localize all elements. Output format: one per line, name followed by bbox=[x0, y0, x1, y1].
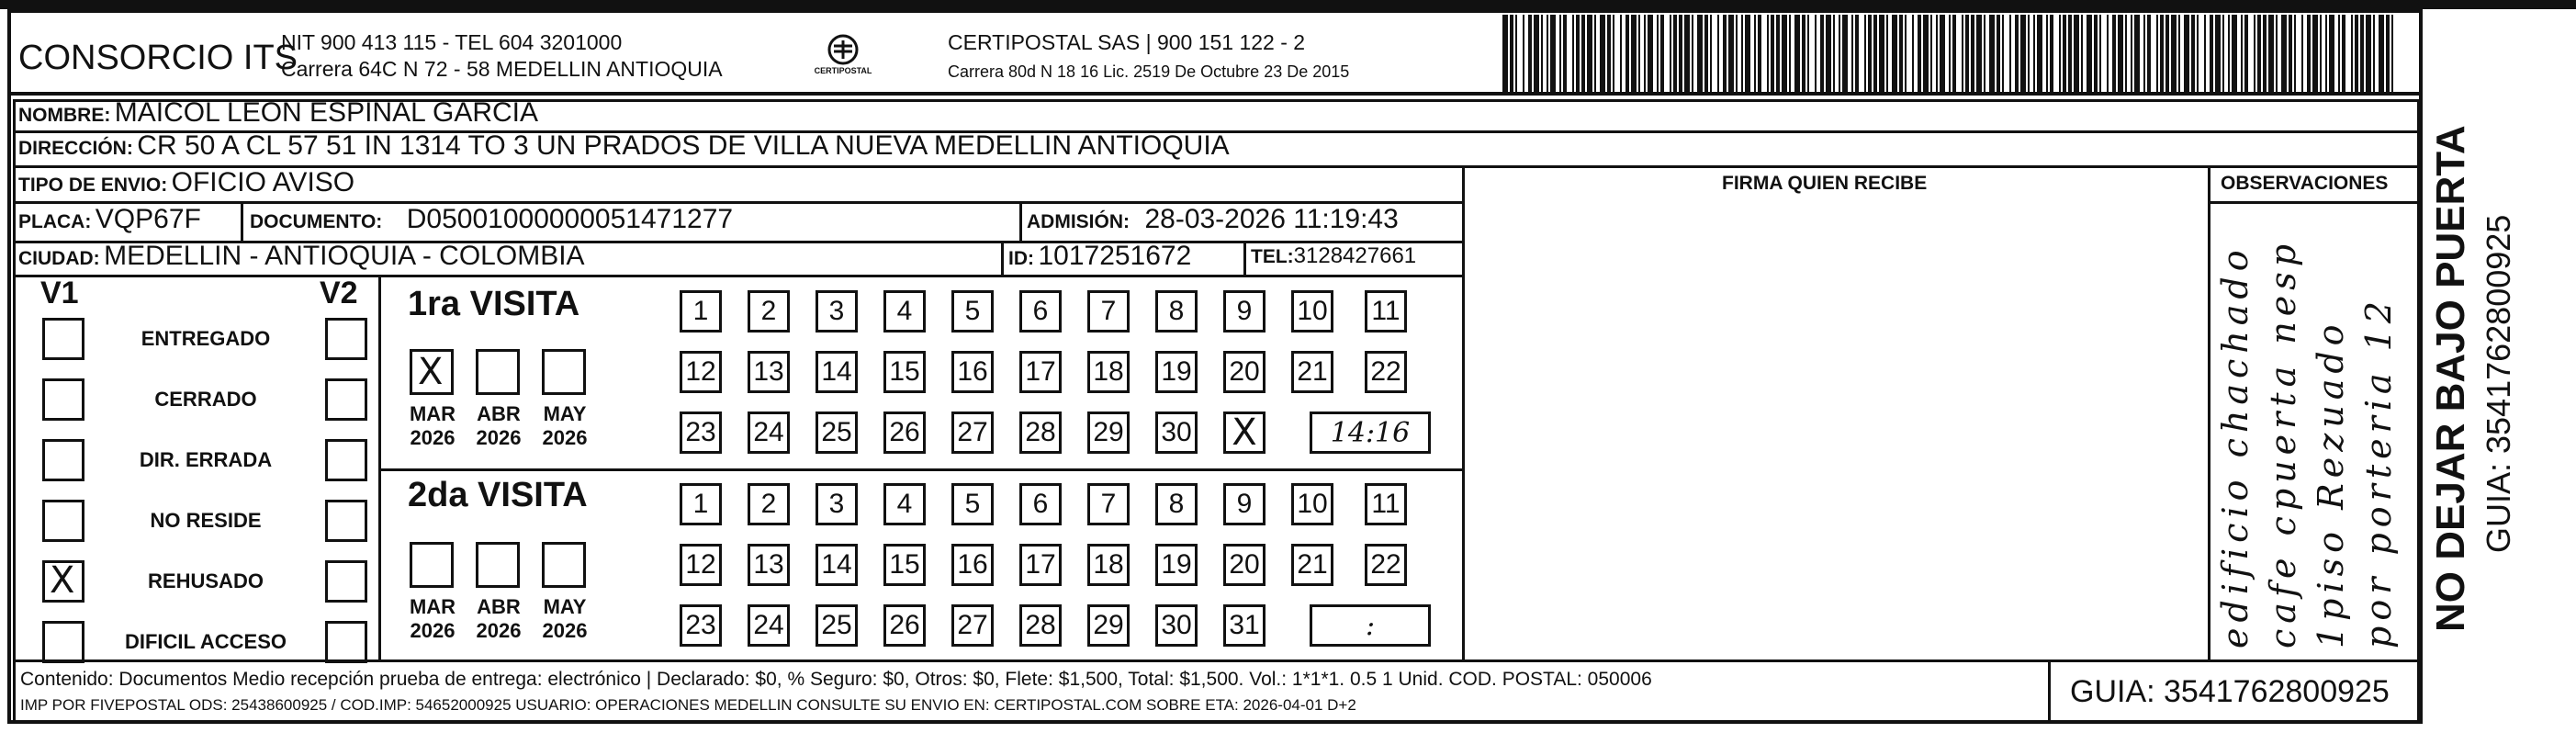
visit2-day-box[interactable] bbox=[1223, 544, 1266, 586]
day-number: 3 bbox=[828, 296, 845, 326]
visit1-day-box[interactable] bbox=[1019, 290, 1062, 333]
v2-label: V2 bbox=[320, 276, 358, 310]
name-label: NOMBRE: bbox=[18, 105, 111, 126]
visit2-day-box[interactable] bbox=[748, 604, 790, 647]
x-mark: X bbox=[418, 351, 444, 393]
logo-text: CERTIPOSTAL bbox=[814, 66, 872, 75]
plate-value: VQP67F bbox=[95, 204, 201, 234]
day-number: 4 bbox=[896, 296, 913, 326]
obs-line: por porteria 12 bbox=[2358, 296, 2399, 648]
x-mark: X bbox=[50, 559, 75, 602]
day-number: 27 bbox=[957, 417, 988, 447]
tel-label: TEL: bbox=[1251, 246, 1294, 267]
visit2-day-box[interactable] bbox=[1155, 604, 1198, 647]
day-number: 30 bbox=[1161, 417, 1192, 447]
visit2-day-box[interactable] bbox=[816, 483, 858, 525]
visit1-month-checkbox[interactable] bbox=[476, 349, 520, 395]
rule bbox=[7, 92, 2423, 96]
visit2-day-box[interactable] bbox=[1087, 544, 1130, 586]
visit2-day-box[interactable] bbox=[816, 544, 858, 586]
day-number: 21 bbox=[1297, 356, 1328, 387]
visit1-day-box[interactable] bbox=[1087, 351, 1130, 393]
v2-checkbox[interactable] bbox=[325, 560, 367, 603]
month-name: MAY bbox=[543, 595, 587, 618]
tel-row bbox=[1251, 243, 1416, 269]
day-number: 22 bbox=[1370, 356, 1401, 387]
visit1-day-box[interactable] bbox=[951, 351, 994, 393]
day-number: 5 bbox=[964, 489, 981, 519]
day-number: 28 bbox=[1025, 417, 1056, 447]
visit2-month-checkbox[interactable] bbox=[410, 542, 454, 588]
status-label: REHUSADO bbox=[148, 569, 264, 592]
visit1-day-box[interactable] bbox=[883, 290, 926, 333]
day-number: 21 bbox=[1297, 549, 1328, 580]
visit2-month-label bbox=[533, 595, 597, 643]
plate-label: PLACA: bbox=[18, 211, 92, 232]
visit1-day-box[interactable] bbox=[1365, 351, 1407, 393]
rule bbox=[1243, 241, 1246, 275]
status-label: CERRADO bbox=[154, 388, 257, 411]
signature-label: FIRMA QUIEN RECIBE bbox=[1722, 173, 1928, 194]
visit2-day-box[interactable] bbox=[1155, 483, 1198, 525]
visit2-day-box[interactable] bbox=[1019, 604, 1062, 647]
day-number: 26 bbox=[889, 417, 920, 447]
day-number: 15 bbox=[889, 549, 920, 580]
city-value: MEDELLIN - ANTIOQUIA - COLOMBIA bbox=[104, 241, 585, 271]
visit1-day-box[interactable] bbox=[1223, 351, 1266, 393]
day-number: 17 bbox=[1025, 356, 1056, 387]
side-warning: NO DEJAR BAJO PUERTA bbox=[2428, 125, 2473, 632]
v1-checkbox[interactable] bbox=[42, 621, 84, 663]
month-year: 2026 bbox=[476, 619, 522, 642]
v1-label: V1 bbox=[40, 276, 79, 310]
visit1-day-box[interactable] bbox=[883, 411, 926, 454]
day-number: 28 bbox=[1025, 610, 1056, 640]
visit2-month-label bbox=[400, 595, 465, 643]
rule bbox=[1019, 201, 1022, 241]
visit2-day-box[interactable] bbox=[1223, 604, 1266, 647]
day-number: 6 bbox=[1032, 489, 1049, 519]
visit2-day-box[interactable] bbox=[748, 544, 790, 586]
city-label: CIUDAD: bbox=[18, 248, 100, 269]
visit1-day-box[interactable] bbox=[1291, 290, 1333, 333]
month-name: MAR bbox=[409, 402, 456, 425]
visit1-month-checkbox[interactable] bbox=[542, 349, 586, 395]
day-number: 9 bbox=[1236, 296, 1253, 326]
status-label: DIR. ERRADA bbox=[139, 448, 273, 471]
barcode-bar bbox=[2391, 15, 2393, 92]
month-year: 2026 bbox=[410, 426, 456, 449]
day-number: 17 bbox=[1025, 549, 1056, 580]
day-number: 20 bbox=[1229, 549, 1260, 580]
visit1-day-box[interactable] bbox=[1019, 411, 1062, 454]
day-number: 14 bbox=[821, 549, 852, 580]
day-number: 10 bbox=[1297, 296, 1328, 326]
day-number: 4 bbox=[896, 489, 913, 519]
visit1-day-box[interactable] bbox=[1087, 411, 1130, 454]
day-number: 3 bbox=[828, 489, 845, 519]
v1-checkbox[interactable] bbox=[42, 560, 84, 603]
certipostal-logo bbox=[806, 31, 880, 86]
side-guia: GUIA: 3541762800925 bbox=[2480, 214, 2517, 553]
status-label: NO RESIDE bbox=[150, 509, 262, 532]
rule bbox=[241, 201, 243, 241]
month-name: ABR bbox=[477, 595, 521, 618]
month-year: 2026 bbox=[410, 619, 456, 642]
day-number: 26 bbox=[889, 610, 920, 640]
visit2-time-box[interactable]: : bbox=[1310, 604, 1431, 647]
visit1-day-box[interactable] bbox=[1155, 411, 1198, 454]
footer-content: Contenido: Documentos Medio recepción prueba de entrega: electrónico | Declarado: $0, % Seguro: $0, Otros: $0, Flete: $1,500, Total: $1,500. Vol.: 1*1*1. 0.5 1 Unid. COD. POSTAL: 050006 bbox=[20, 669, 1652, 690]
day-number: 19 bbox=[1161, 356, 1192, 387]
day-number: 16 bbox=[957, 549, 988, 580]
visit2-day-box[interactable] bbox=[680, 483, 722, 525]
v2-checkbox[interactable] bbox=[325, 621, 367, 663]
day-number: 30 bbox=[1161, 610, 1192, 640]
city-row bbox=[18, 241, 585, 272]
admission-value: 28-03-2026 11:19:43 bbox=[1144, 204, 1399, 234]
day-number: 13 bbox=[753, 356, 784, 387]
visit2-title: 2da VISITA bbox=[408, 476, 588, 514]
day-number: 25 bbox=[821, 417, 852, 447]
day-number: 25 bbox=[821, 610, 852, 640]
day-number: 24 bbox=[753, 417, 784, 447]
status-label: ENTREGADO bbox=[141, 327, 271, 350]
visit2-day-box[interactable] bbox=[816, 604, 858, 647]
day-number: 14 bbox=[821, 356, 852, 387]
v2-checkbox[interactable] bbox=[325, 439, 367, 481]
admission-label: ADMISIÓN: bbox=[1027, 211, 1130, 232]
month-name: MAR bbox=[409, 595, 456, 618]
visit2-day-box[interactable] bbox=[1019, 544, 1062, 586]
visit2-month-checkbox[interactable] bbox=[476, 542, 520, 588]
month-name: MAY bbox=[543, 402, 587, 425]
rule bbox=[13, 659, 2419, 662]
document-value: D05001000000051471277 bbox=[406, 204, 734, 234]
rule bbox=[13, 99, 16, 724]
day-number: 2 bbox=[760, 489, 777, 519]
visit1-day-box[interactable] bbox=[1155, 351, 1198, 393]
visit2-day-box[interactable] bbox=[1087, 604, 1130, 647]
visit2-day-box[interactable] bbox=[748, 483, 790, 525]
visit1-day-box[interactable] bbox=[1223, 411, 1266, 454]
day-number: 29 bbox=[1093, 610, 1124, 640]
visit2-day-box[interactable] bbox=[1223, 483, 1266, 525]
visit2-day-box[interactable] bbox=[951, 483, 994, 525]
rule bbox=[2048, 659, 2051, 724]
visit2-day-box[interactable] bbox=[951, 604, 994, 647]
visit2-day-box[interactable] bbox=[680, 544, 722, 586]
visit2-day-box[interactable] bbox=[1291, 544, 1333, 586]
footer-guia: GUIA: 3541762800925 bbox=[2070, 674, 2390, 709]
rule bbox=[378, 468, 1464, 471]
visit1-day-box[interactable] bbox=[680, 411, 722, 454]
visit2-day-box[interactable] bbox=[883, 544, 926, 586]
day-number: X bbox=[1232, 411, 1257, 454]
rule bbox=[13, 275, 1464, 277]
month-year: 2026 bbox=[476, 426, 522, 449]
visit1-day-box[interactable] bbox=[816, 351, 858, 393]
day-number: 6 bbox=[1032, 296, 1049, 326]
day-number: 7 bbox=[1100, 296, 1117, 326]
id-value: 1017251672 bbox=[1038, 241, 1192, 271]
day-number: 23 bbox=[685, 610, 716, 640]
day-number: 8 bbox=[1168, 489, 1185, 519]
certipostal-info: CERTIPOSTAL SAS | 900 151 122 - 2 bbox=[948, 30, 1306, 54]
day-number: 16 bbox=[957, 356, 988, 387]
obs-line: cafe cpuerta nesp bbox=[2263, 238, 2303, 648]
day-number: 27 bbox=[957, 610, 988, 640]
company-address: Carrera 64C N 72 - 58 MEDELLIN ANTIOQUIA bbox=[281, 57, 723, 81]
visit2-day-box[interactable] bbox=[1087, 483, 1130, 525]
visit1-day-box[interactable] bbox=[748, 411, 790, 454]
day-number: 15 bbox=[889, 356, 920, 387]
v1-checkbox[interactable] bbox=[42, 439, 84, 481]
recipient-name: MAICOL LEON ESPINAL GARCIA bbox=[114, 97, 539, 128]
tel-value: 3128427661 bbox=[1293, 243, 1417, 268]
visit2-month-checkbox[interactable] bbox=[542, 542, 586, 588]
visit2-day-box[interactable] bbox=[1291, 483, 1333, 525]
admission-row bbox=[1027, 204, 1399, 235]
day-number: 22 bbox=[1370, 549, 1401, 580]
name-row bbox=[18, 97, 538, 129]
v2-checkbox[interactable] bbox=[325, 500, 367, 542]
visit1-day-box[interactable] bbox=[816, 290, 858, 333]
rule bbox=[378, 275, 381, 659]
visit2-day-box[interactable] bbox=[1365, 483, 1407, 525]
visit2-month-label bbox=[467, 595, 531, 643]
day-number: 9 bbox=[1236, 489, 1253, 519]
day-number: 20 bbox=[1229, 356, 1260, 387]
id-row bbox=[1008, 241, 1191, 272]
document-row bbox=[250, 204, 733, 235]
visit2-day-box[interactable] bbox=[883, 483, 926, 525]
visit2-day-box[interactable] bbox=[1019, 483, 1062, 525]
visit1-day-box[interactable] bbox=[883, 351, 926, 393]
status-label: DIFICIL ACCESO bbox=[124, 630, 287, 653]
day-number: 8 bbox=[1168, 296, 1185, 326]
certipostal-license: Carrera 80d N 18 16 Lic. 2519 De Octubre 23 De 2015 bbox=[948, 62, 1350, 81]
visit1-day-box[interactable] bbox=[1223, 290, 1266, 333]
day-number: 31 bbox=[1229, 610, 1260, 640]
visit1-day-box[interactable] bbox=[680, 290, 722, 333]
observations-handwriting bbox=[2208, 204, 2417, 658]
top-border bbox=[0, 0, 2576, 9]
v1-checkbox[interactable] bbox=[42, 318, 84, 360]
plate-row bbox=[18, 204, 201, 235]
company-name: CONSORCIO ITS bbox=[18, 39, 298, 77]
visit1-month-checkbox[interactable] bbox=[410, 349, 454, 395]
id-label: ID: bbox=[1008, 248, 1034, 269]
visit2-day-box[interactable] bbox=[1365, 544, 1407, 586]
visit2-day-box[interactable] bbox=[1155, 544, 1198, 586]
day-number: 13 bbox=[753, 549, 784, 580]
visit1-day-box[interactable] bbox=[680, 351, 722, 393]
visit1-title: 1ra VISITA bbox=[408, 285, 580, 323]
month-year: 2026 bbox=[542, 426, 588, 449]
day-number: 11 bbox=[1371, 489, 1400, 519]
visit1-month-label bbox=[400, 402, 465, 450]
visit1-day-box[interactable] bbox=[951, 290, 994, 333]
v1-checkbox[interactable] bbox=[42, 500, 84, 542]
rule bbox=[2417, 99, 2420, 724]
day-number: 1 bbox=[692, 489, 709, 519]
visit1-day-box[interactable] bbox=[1087, 290, 1130, 333]
visit2-day-box[interactable] bbox=[883, 604, 926, 647]
visit2-day-box[interactable] bbox=[951, 544, 994, 586]
shipment-type: OFICIO AVISO bbox=[171, 167, 355, 197]
month-name: ABR bbox=[477, 402, 521, 425]
day-number: 11 bbox=[1371, 296, 1400, 326]
day-number: 24 bbox=[753, 610, 784, 640]
day-number: 7 bbox=[1100, 489, 1117, 519]
address-row bbox=[18, 130, 1230, 162]
obs-line: edificio chachado bbox=[2215, 244, 2255, 648]
day-number: 12 bbox=[685, 356, 716, 387]
v2-checkbox[interactable] bbox=[325, 378, 367, 421]
visit1-day-box[interactable] bbox=[748, 290, 790, 333]
day-number: 23 bbox=[685, 417, 716, 447]
type-row bbox=[18, 167, 354, 198]
visit1-day-box[interactable] bbox=[1291, 351, 1333, 393]
company-nit: NIT 900 413 115 - TEL 604 3201000 bbox=[281, 30, 623, 54]
day-number: 18 bbox=[1093, 356, 1124, 387]
v2-checkbox[interactable] bbox=[325, 318, 367, 360]
rule bbox=[13, 165, 2419, 168]
visit1-day-box[interactable] bbox=[1365, 290, 1407, 333]
day-number: 18 bbox=[1093, 549, 1124, 580]
type-label: TIPO DE ENVIO: bbox=[18, 175, 168, 196]
visit1-day-box[interactable] bbox=[748, 351, 790, 393]
address-label: DIRECCIÓN: bbox=[18, 138, 133, 159]
visit1-month-label bbox=[533, 402, 597, 450]
document-label: DOCUMENTO: bbox=[250, 211, 383, 232]
day-number: 10 bbox=[1297, 489, 1328, 519]
visit1-time-box[interactable]: 14:16 bbox=[1310, 411, 1431, 454]
visit1-month-label bbox=[467, 402, 531, 450]
day-number: 12 bbox=[685, 549, 716, 580]
visit2-day-box[interactable] bbox=[680, 604, 722, 647]
visit1-day-box[interactable] bbox=[951, 411, 994, 454]
obs-line: 1piso Rezuado bbox=[2311, 319, 2351, 648]
visit1-day-box[interactable] bbox=[1019, 351, 1062, 393]
day-number: 1 bbox=[692, 296, 709, 326]
rule bbox=[1001, 241, 1004, 275]
day-number: 29 bbox=[1093, 417, 1124, 447]
footer-imp: IMP POR FIVEPOSTAL ODS: 25438600925 / COD.IMP: 54652000925 USUARIO: OPERACIONES MEDELLIN CONSULTE SU ENVIO EN: CERTIPOSTAL.COM SOBRE ETA: 2026-04-01 D+2 bbox=[20, 696, 1356, 714]
recipient-address: CR 50 A CL 57 51 IN 1314 TO 3 UN PRADOS DE VILLA NUEVA MEDELLIN ANTIOQUIA bbox=[137, 130, 1230, 161]
v1-checkbox[interactable] bbox=[42, 378, 84, 421]
day-number: 5 bbox=[964, 296, 981, 326]
day-number: 2 bbox=[760, 296, 777, 326]
month-year: 2026 bbox=[542, 619, 588, 642]
rule bbox=[1462, 165, 1465, 659]
visit1-day-box[interactable] bbox=[1155, 290, 1198, 333]
barcode bbox=[1502, 15, 2402, 92]
observations-label: OBSERVACIONES bbox=[2221, 173, 2389, 194]
day-number: 19 bbox=[1161, 549, 1192, 580]
visit1-day-box[interactable] bbox=[816, 411, 858, 454]
